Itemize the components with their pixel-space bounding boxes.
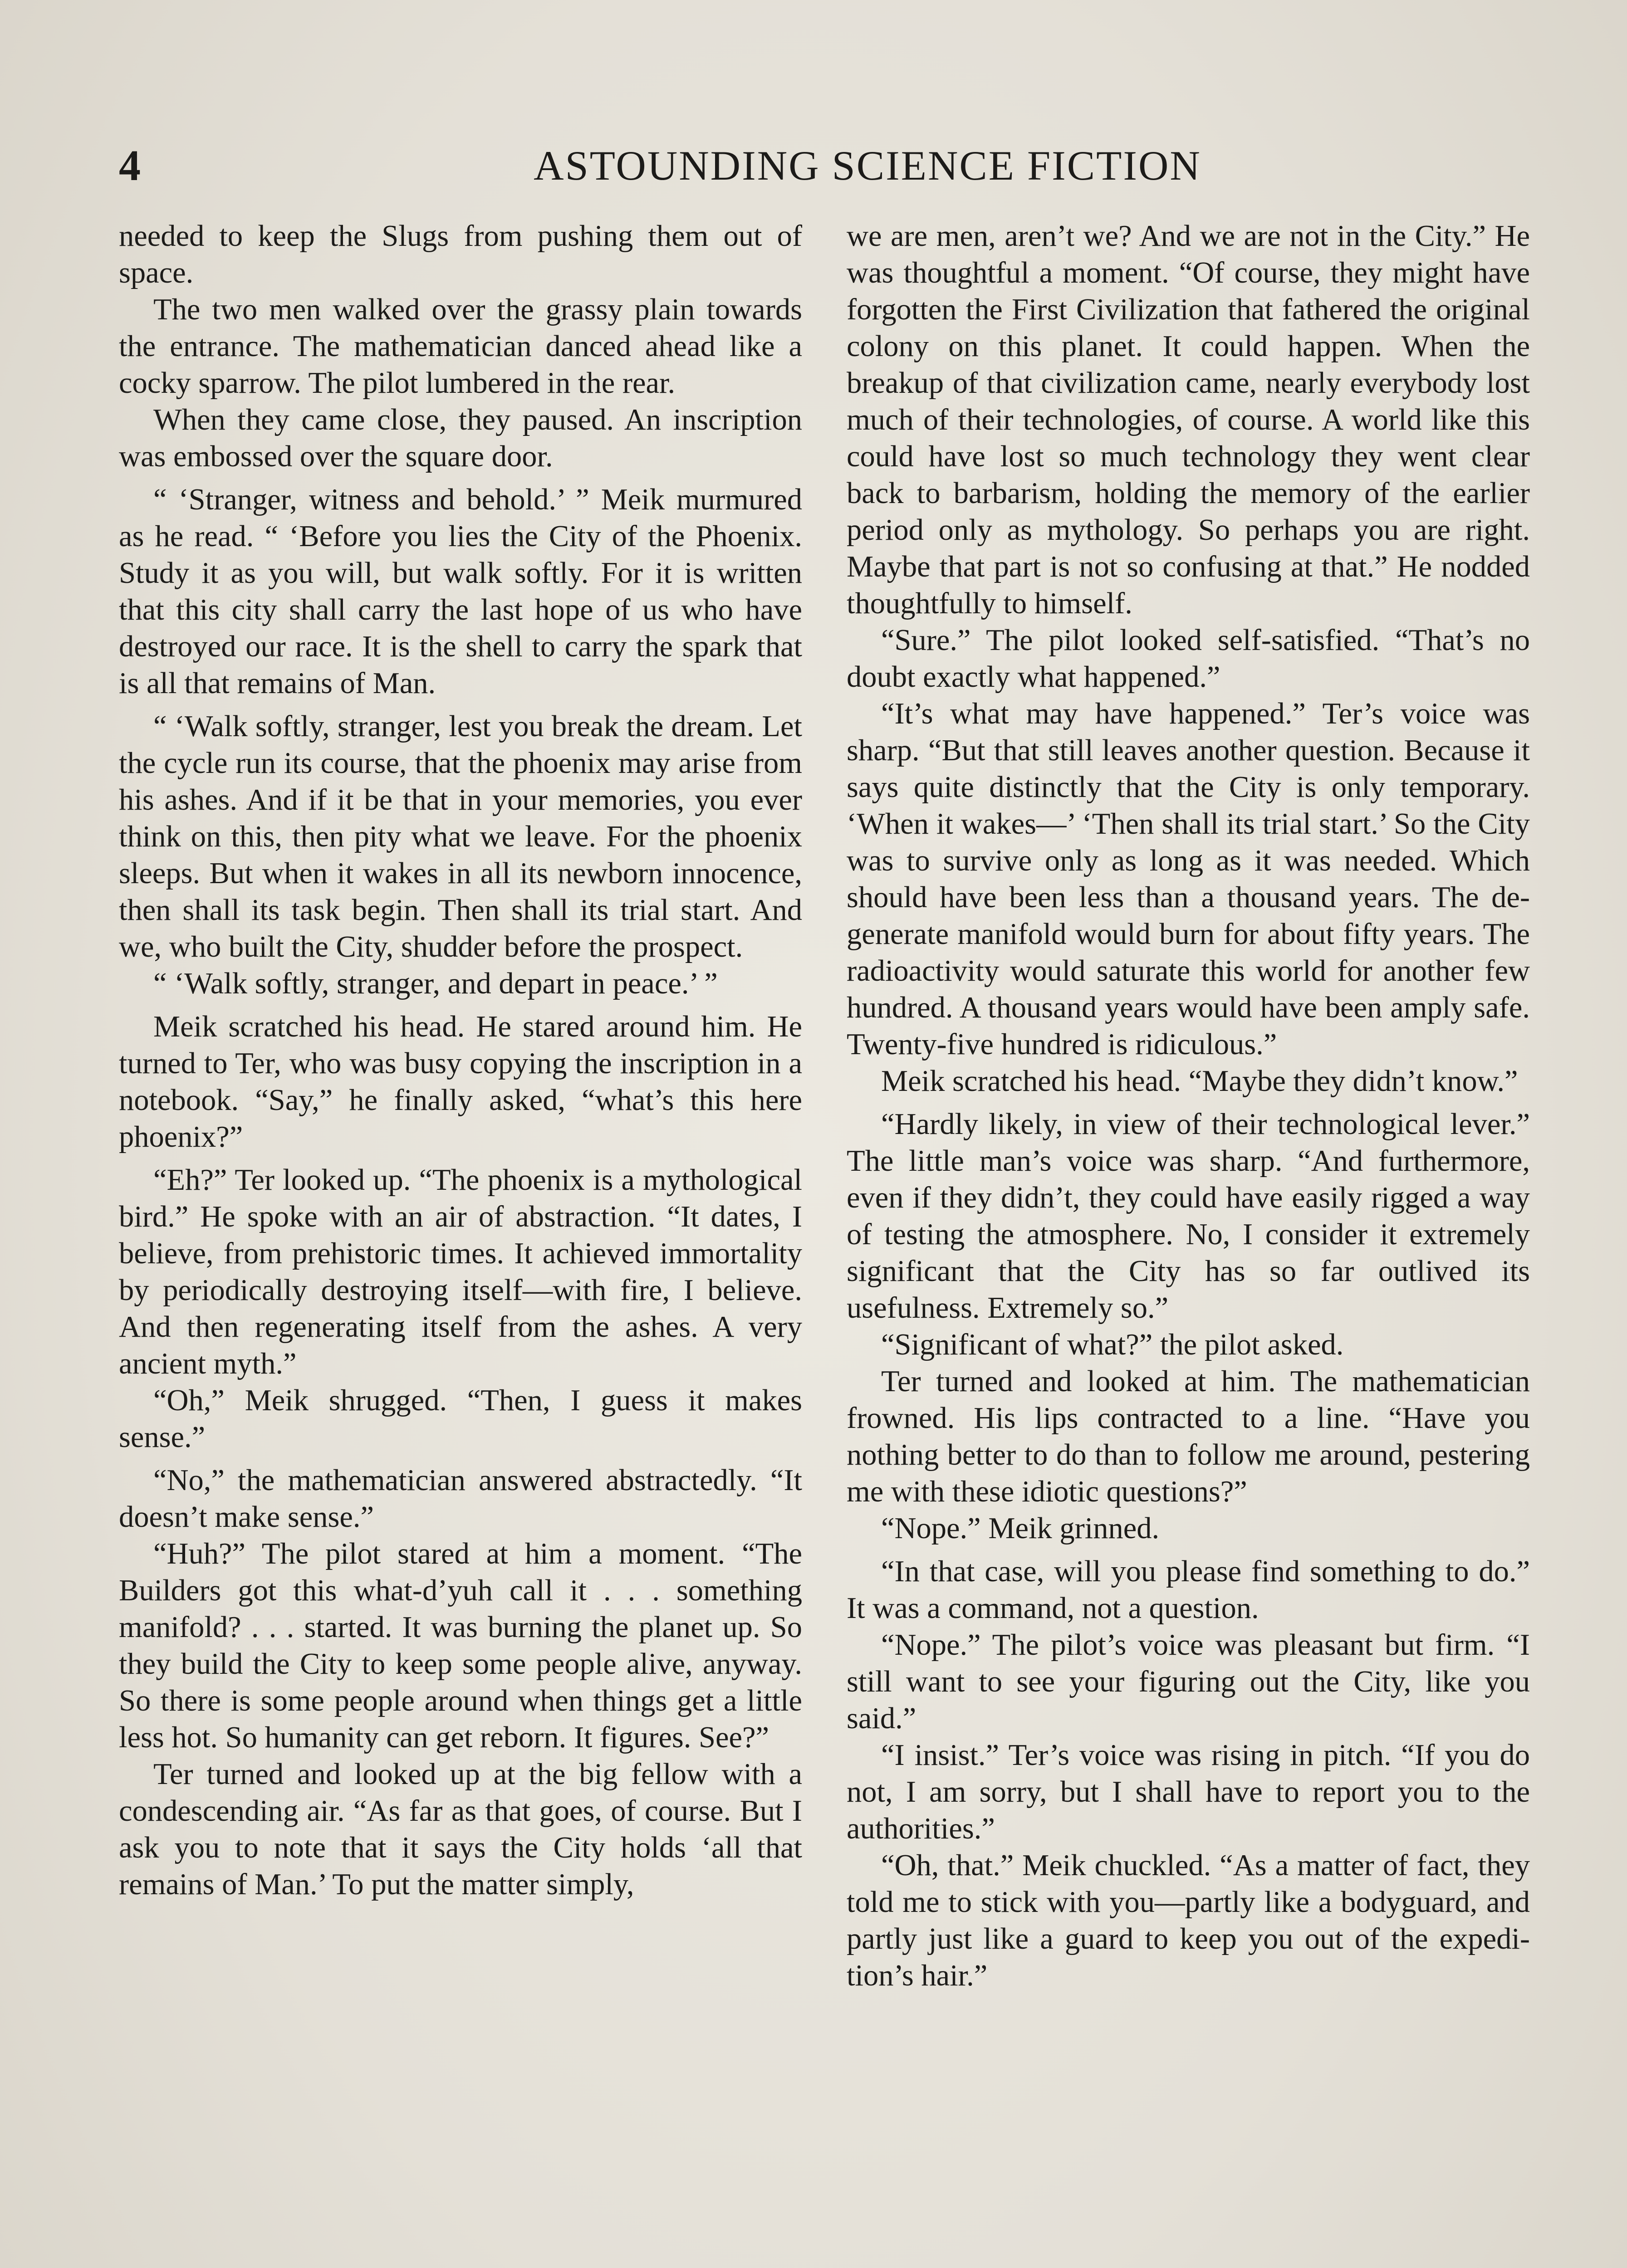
paragraph: “Huh?” The pilot stared at him a moment. “The Builders got this what-d’yuh call it . . . something manifold? . . . started. It was burning the planet up. So they build the City to keep some people alive, anyway. So there is some people around when things get a little less hot. So humanity can get reborn. It figures. See?” bbox=[119, 1537, 802, 1754]
paragraph: Ter turned and looked at him. The mathematician frowned. His lips contracted to a line. “Have you nothing better to do than to follow me around, pestering me with these idiotic questions?” bbox=[847, 1365, 1530, 1508]
page-header bbox=[119, 136, 1534, 195]
paragraph: “Oh, that.” Meik chuckled. “As a matter of fact, they told me to stick with you—partly like a bodyguard, and partly just like a guard to keep you out of the expedition’s hair.” bbox=[847, 1849, 1530, 1992]
paragraph: Meik scratched his head. “Maybe they didn’t know.” bbox=[881, 1065, 1518, 1098]
paragraph: Meik scratched his head. He stared around him. He turned to Ter, who was busy copying the inscription in a notebook. “Say,” he finally asked, “what’s this here phoenix?” bbox=[119, 1010, 802, 1154]
paragraph: When they came close, they paused. An inscription was embossed over the square door. bbox=[119, 403, 802, 473]
paragraph: needed to keep the Slugs from pushing them out of space. bbox=[119, 220, 802, 289]
paragraph: “Oh,” Meik shrugged. “Then, I guess it makes sense.” bbox=[119, 1384, 802, 1454]
paragraph: “Nope.” Meik grinned. bbox=[881, 1512, 1160, 1545]
paragraph: “ ‘Walk softly, stranger, lest you break the dream. Let the cycle run its course, that the phoenix may arise from his ashes. And if it be that in your memories, you ever think on this, then pity what we leave. For the phoenix sleeps. But when it wakes in all its newborn innocence, then shall its task begin. Then shall its trial start. And we, who built the City, shudder before the prospect. bbox=[119, 710, 802, 963]
paragraph: Ter turned and looked up at the big fellow with a condescending air. “As far as that goes, of course. But I ask you to note that it says the City holds ‘all that remains of Man.’ To put the matter simply, bbox=[119, 1758, 802, 1901]
running-title: ASTOUNDING SCIENCE FICTION bbox=[534, 142, 1201, 189]
paragraph: “Eh?” Ter looked up. “The phoenix is a mythological bird.” He spoke with an air of abstraction. “It dates, I believe, from prehistoric times. It achieved immortality by periodically destroying itself—with fire, I believe. And then regenerating itself from the ashes. A very ancient myth.” bbox=[119, 1163, 802, 1380]
paragraph: “Sure.” The pilot looked self-satisfied. “That’s no doubt exactly what happened.” bbox=[847, 624, 1530, 694]
paragraph: “It’s what may have happened.” Ter’s voice was sharp. “But that still leaves another question. Because it says quite distinctly that the City is only temporary. ‘When it wakes—’ ‘Then shall its trial start.’ So the City was to survive only as long as it was needed. Which should have been less than a thousand years. The degenerate manifold would burn for about fifty years. The radioactivity would saturate this world for another few hundred. A thousand years would have been amply safe. Twenty-five hundred is ridiculous.” bbox=[847, 697, 1530, 1061]
left-column bbox=[119, 218, 802, 1903]
right-column bbox=[847, 218, 1530, 1994]
page-number: 4 bbox=[119, 141, 141, 190]
paragraph: “I insist.” Ter’s voice was rising in pitch. “If you do not, I am sorry, but I shall have to report you to the authorities.” bbox=[847, 1739, 1530, 1845]
paragraph: “Hardly likely, in view of their technological lever.” The little man’s voice was sharp. “And furthermore, even if they didn’t, they could have easily rigged a way of testing the atmosphere. No, I consider it extremely significant that the City has so far outlived its usefulness. Extremely so.” bbox=[847, 1108, 1530, 1325]
paragraph: “Significant of what?” the pilot asked. bbox=[881, 1328, 1344, 1361]
paragraph: “No,” the mathematician answered abstractedly. “It doesn’t make sense.” bbox=[119, 1464, 802, 1534]
paragraph: “ ‘Stranger, witness and behold.’ ” Meik murmured as he read. “ ‘Before you lies the City of the Phoenix. Study it as you will, but walk softly. For it is written that this city shall carry the last hope of us who have destroyed our race. It is the shell to carry the spark that is all that remains of Man. bbox=[119, 483, 802, 700]
paragraph: “Nope.” The pilot’s voice was pleasant but firm. “I still want to see your figuring out the City, like you said.” bbox=[847, 1628, 1530, 1735]
paragraph: “ ‘Walk softly, stranger, and depart in peace.’ ” bbox=[153, 967, 718, 1000]
paragraph: “In that case, will you please find something to do.” It was a command, not a question. bbox=[847, 1555, 1530, 1625]
paragraph: we are men, aren’t we? And we are not in the City.” He was thoughtful a moment. “Of course, they might have forgotten the First Civilization that fathered the original colony on this planet. It could happen. When the breakup of that civilization came, nearly everybody lost much of their technologies, of course. A world like this could have lost so much technology they went clear back to barbarism, holding the memory of the earlier period only as mythology. So perhaps you are right. Maybe that part is not so confusing at that.” He nodded thoughtfully to himself. bbox=[847, 220, 1530, 620]
paragraph: The two men walked over the grassy plain towards the entrance. The mathematician danced ahead like a cocky sparrow. The pilot lumbered in the rear. bbox=[119, 293, 802, 400]
